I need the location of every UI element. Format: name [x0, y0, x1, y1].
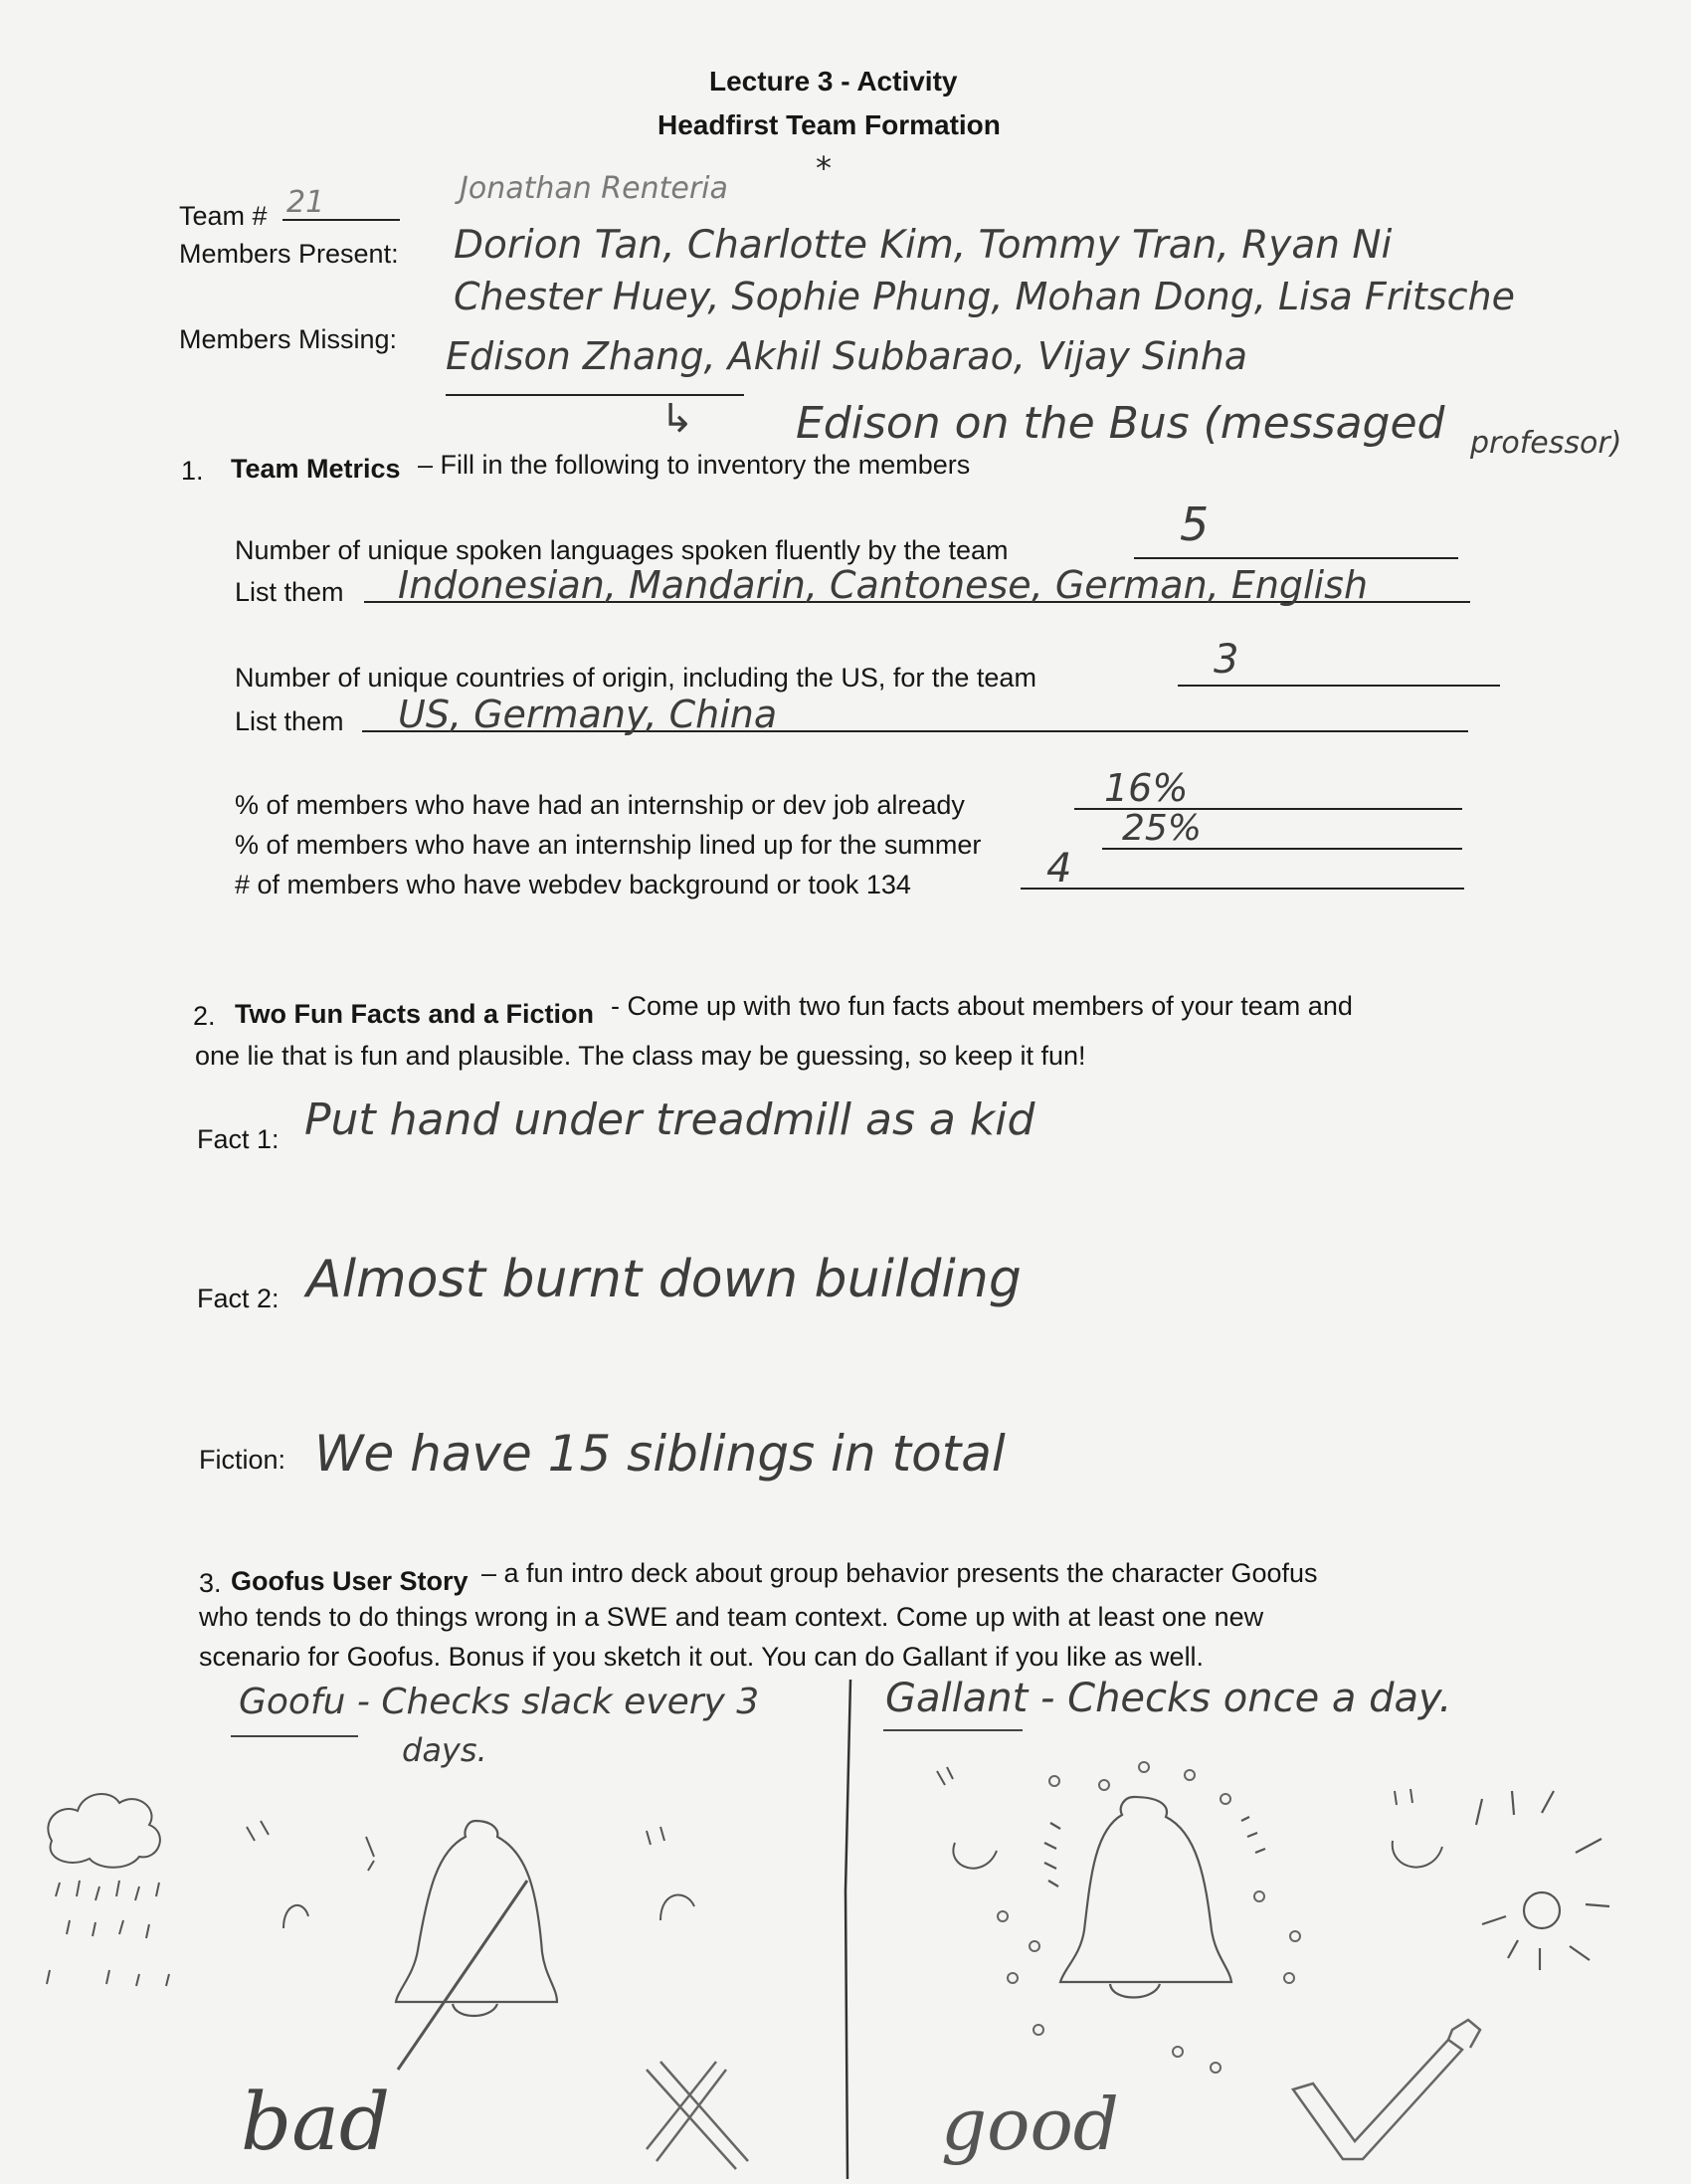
internship-lined-value: 25%: [1122, 808, 1203, 849]
sun-icon: [1476, 1791, 1609, 1970]
present-member-line1: Jonathan Renteria: [460, 171, 728, 206]
countries-count-label: Number of unique countries of origin, including the US, for the team: [235, 663, 1036, 693]
missing-note-continued: professor): [1470, 426, 1622, 461]
internship-had-label: % of members who have had an internship or dev job already: [235, 790, 965, 820]
x-mark-icon: [647, 2062, 748, 2169]
bell-icon: [396, 1821, 557, 2070]
section3-number: 3.: [199, 1568, 222, 1598]
missing-note: Edison on the Bus (messaged: [796, 398, 1445, 449]
check-mark-icon: [1293, 2020, 1480, 2159]
goofus-note-continued: days.: [402, 1731, 487, 1769]
languages-list-value: Indonesian, Mandarin, Cantonese, German, English: [398, 563, 1369, 607]
bad-label: bad: [241, 2076, 391, 2168]
worksheet-title: Lecture 3 - Activity: [709, 66, 958, 97]
section2-heading: Two Fun Facts and a Fiction: [235, 999, 595, 1029]
fiction-label: Fiction:: [199, 1445, 286, 1475]
fact1-label: Fact 1:: [197, 1124, 280, 1154]
team-number-label: Team #: [179, 201, 268, 231]
goofus-note: Goofu - Checks slack every 3: [239, 1682, 760, 1722]
section3-heading: Goofus User Story: [231, 1566, 469, 1596]
section3-description-line1: – a fun intro deck about group behavior presents the character Goofus: [481, 1558, 1318, 1588]
section1-number: 1.: [181, 456, 204, 486]
webdev-value: 4: [1046, 846, 1072, 892]
smile-face-icon: [937, 1767, 1442, 1869]
present-member-line2: Dorion Tan, Charlotte Kim, Tommy Tran, Ryan Ni: [454, 223, 1393, 268]
worksheet-subtitle: Headfirst Team Formation: [658, 109, 1001, 140]
missing-arrow: ↳: [660, 396, 694, 442]
members-missing-label: Members Missing:: [179, 324, 398, 354]
languages-count-label: Number of unique spoken languages spoken fluently by the team: [235, 535, 1009, 565]
section2-description-line1: - Come up with two fun facts about members of your team and: [611, 991, 1353, 1021]
webdev-label: # of members who have webdev background or took 134: [235, 870, 911, 899]
section3-description-line2: who tends to do things wrong in a SWE and team context. Come up with at least one new: [199, 1602, 1264, 1632]
internship-lined-label: % of members who have an internship lined up for the summer: [235, 830, 982, 860]
fiction-value: We have 15 siblings in total: [314, 1425, 1006, 1483]
fact2-label: Fact 2:: [197, 1284, 280, 1313]
section2-description-line2: one lie that is fun and plausible. The class may be guessing, so keep it fun!: [195, 1041, 1086, 1071]
members-present-label: Members Present:: [179, 239, 399, 269]
section1-description: – Fill in the following to inventory the members: [418, 450, 971, 480]
good-label: good: [941, 2083, 1119, 2166]
languages-count-value: 5: [1180, 497, 1210, 551]
internship-had-value: 16%: [1104, 766, 1189, 810]
section1-heading: Team Metrics: [231, 454, 401, 484]
countries-count-value: 3: [1214, 637, 1239, 683]
team-number-value: 21: [286, 185, 325, 220]
fact1-value: Put hand under treadmill as a kid: [304, 1094, 1035, 1145]
section3-description-line3: scenario for Goofus. Bonus if you sketch it out. You can do Gallant if you like as well.: [199, 1642, 1205, 1672]
countries-list-value: US, Germany, China: [398, 693, 778, 736]
countries-list-label: List them: [235, 706, 344, 736]
sparkle-dots-icon: [998, 1762, 1300, 2073]
asterisk-mark: *: [816, 149, 832, 187]
present-member-line3: Chester Huey, Sophie Phung, Mohan Dong, Lisa Fritsche: [454, 275, 1515, 318]
sketch-divider: [846, 1680, 850, 2179]
section2-number: 2.: [193, 1001, 216, 1031]
languages-list-label: List them: [235, 577, 344, 607]
rain-cloud-icon: [47, 1794, 169, 1986]
sad-face-icon: [247, 1821, 694, 1928]
gallant-note: Gallant - Checks once a day.: [885, 1676, 1452, 1721]
happy-bell-icon: [1044, 1797, 1265, 1998]
missing-members: Edison Zhang, Akhil Subbarao, Vijay Sinha: [446, 334, 1248, 378]
fact2-value: Almost burnt down building: [306, 1250, 1022, 1309]
